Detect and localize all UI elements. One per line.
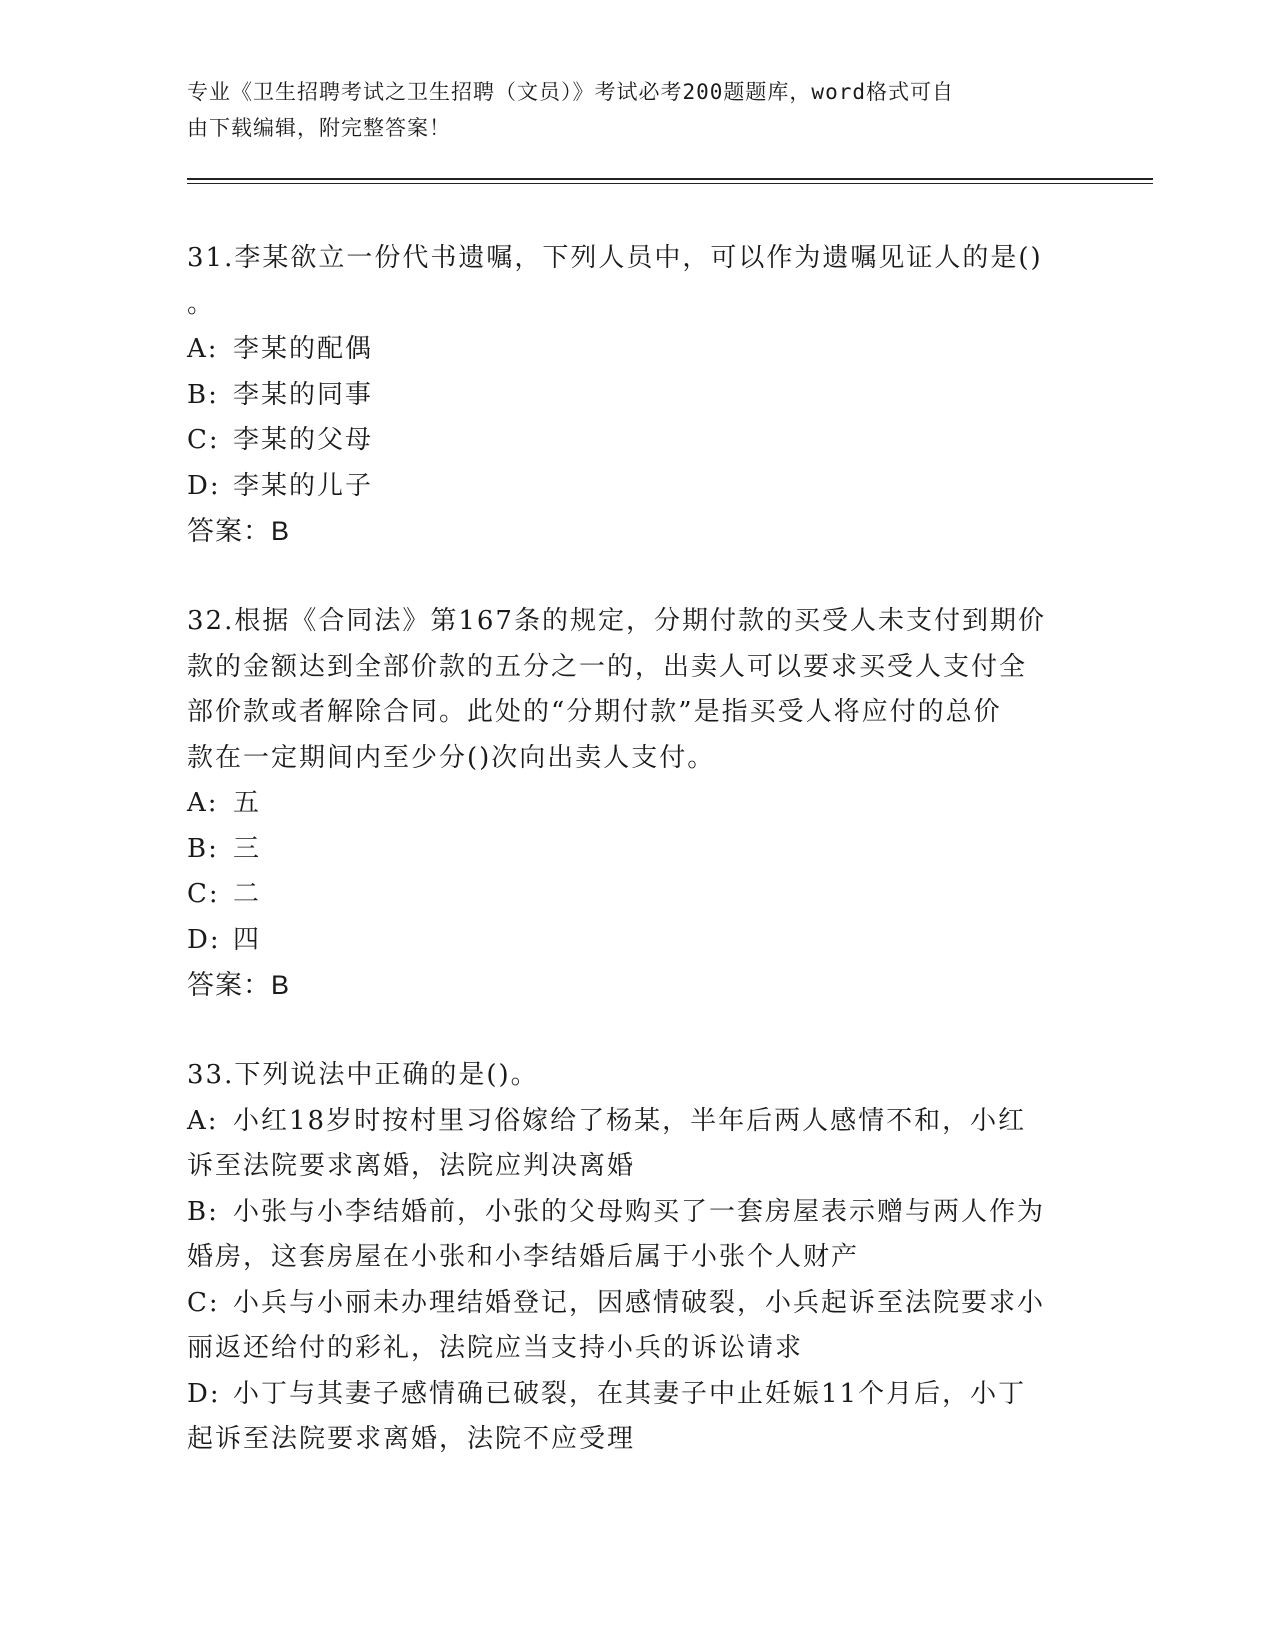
question-stem-line: 。: [187, 288, 216, 319]
question-list: [187, 236, 1067, 1463]
question-stem-line: 款在一定期间内至少分()次向出卖人支付。: [187, 742, 716, 773]
option-a: [187, 327, 1067, 373]
option-b: [187, 373, 1067, 419]
header-divider-bottom: [187, 183, 1153, 184]
option-text: 李某的配偶: [233, 334, 374, 364]
option-b: [187, 827, 1067, 873]
option-label: B:: [187, 379, 219, 410]
option-d: [187, 918, 1067, 964]
question-31: [187, 236, 1067, 554]
header-divider-top: [187, 178, 1153, 180]
option-text: 李某的同事: [233, 379, 374, 410]
option-b-continued: 婚房，这套房屋在小张和小李结婚后属于小张个人财产: [187, 1242, 860, 1272]
option-text: 小丁与其妻子感情确已破裂，在其妻子中止妊娠11个月后，小丁: [233, 1378, 1027, 1409]
option-text: 李某的父母: [233, 425, 374, 455]
option-label: A:: [187, 1105, 219, 1136]
question-spacer: [187, 554, 1067, 599]
option-text: 小兵与小丽未办理结婚登记，因感情破裂，小兵起诉至法院要求小: [233, 1287, 1046, 1318]
option-text: 小红18岁时按村里习俗嫁给了杨某，半年后两人感情不和，小红: [233, 1105, 1027, 1136]
option-label: C:: [187, 425, 220, 455]
option-label: D:: [187, 924, 221, 955]
question-stem-line: 31.李某欲立一份代书遗嘱，下列人员中，可以作为遗嘱见证人的是(): [187, 243, 1043, 273]
option-text: 四: [233, 924, 262, 955]
option-d: [187, 1372, 1067, 1418]
option-a: [187, 781, 1067, 827]
option-c: [187, 872, 1067, 918]
header-line-1: 专业《卫生招聘考试之卫生招聘（文员）》考试必考200题题库，word格式可自: [187, 80, 954, 104]
question-stem-line: 32.根据《合同法》第167条的规定，分期付款的买受人未支付到期价: [187, 606, 1046, 636]
option-text: 小张与小李结婚前，小张的父母购买了一套房屋表示赠与两人作为: [233, 1196, 1046, 1227]
option-a-continued: 诉至法院要求离婚，法院应判决离婚: [187, 1151, 636, 1181]
document-header: [187, 74, 1067, 146]
question-stem-line: 33.下列说法中正确的是()。: [187, 1060, 539, 1090]
option-b: [187, 1190, 1067, 1236]
option-label: D:: [187, 1378, 221, 1409]
option-d: [187, 464, 1067, 510]
option-label: D:: [187, 470, 221, 501]
question-stem-line: 款的金额达到全部价款的五分之一的，出卖人可以要求买受人支付全: [187, 651, 1028, 682]
option-label: C:: [187, 1287, 220, 1318]
option-text: 三: [233, 833, 262, 864]
question-33: [187, 1053, 1067, 1463]
option-text: 二: [233, 879, 262, 909]
option-text: 五: [233, 788, 262, 818]
answer-line: 答案：B: [187, 516, 291, 546]
option-label: B:: [187, 1196, 219, 1227]
option-text: 李某的儿子: [233, 470, 374, 501]
answer-line: 答案：B: [187, 970, 291, 1000]
option-label: A:: [187, 788, 219, 818]
question-spacer: [187, 1008, 1067, 1053]
option-c-continued: 丽返还给付的彩礼，法院应当支持小兵的诉讼请求: [187, 1333, 804, 1363]
option-label: B:: [187, 833, 219, 864]
question-32: [187, 599, 1067, 1008]
option-label: C:: [187, 879, 220, 909]
option-a: [187, 1099, 1067, 1145]
option-c: [187, 1281, 1067, 1327]
question-stem-line: 部价款或者解除合同。此处的“分期付款”是指买受人将应付的总价: [187, 697, 1002, 727]
option-label: A:: [187, 334, 219, 364]
header-line-2: 由下载编辑，附完整答案！: [187, 116, 451, 140]
option-d-continued: 起诉至法院要求离婚，法院不应受理: [187, 1424, 636, 1454]
option-c: [187, 418, 1067, 464]
